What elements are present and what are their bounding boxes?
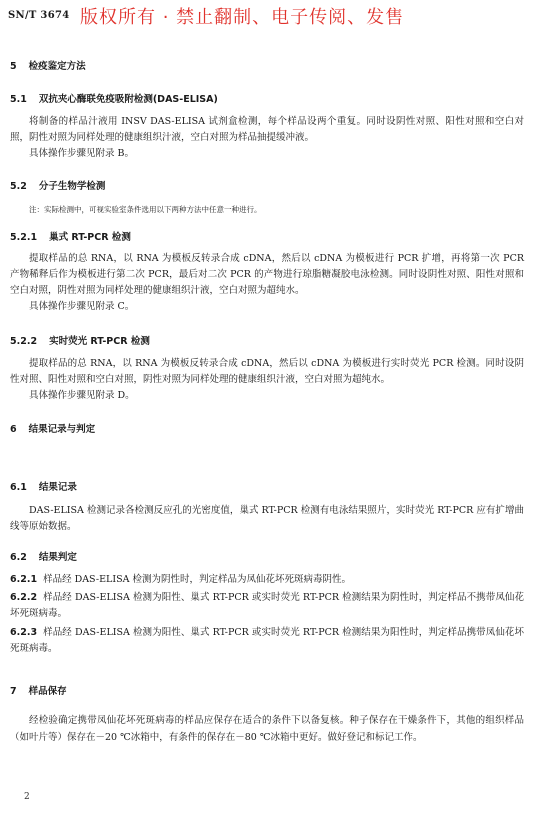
- section-title: 结果记录与判定: [28, 424, 96, 435]
- section-title: 检疫鉴定方法: [28, 61, 86, 72]
- section-5-2-heading: [10, 178, 105, 192]
- section-6-heading: [10, 421, 95, 435]
- section-number: 5.2: [10, 181, 27, 192]
- copyright-watermark: 版权所有 · 禁止翻制、电子传阅、发售: [80, 7, 405, 28]
- paragraph: 具体操作步骤见附录 C。: [29, 301, 135, 312]
- section-number: 6: [10, 424, 17, 435]
- section-number: 7: [10, 686, 17, 697]
- section-number: 5: [10, 61, 17, 72]
- paragraph: 具体操作步骤见附录 D。: [29, 390, 135, 401]
- paragraph: 提取样品的总 RNA，以 RNA 为模板反转录合成 cDNA，然后以 cDNA 为模板进行实时荧光 PCR 检测。同时设阴性对照、阳性对照和空白对照，阴性对照为同样处理的健康组织汁液，空白对照为超纯水。: [10, 358, 524, 385]
- page-number: 2: [24, 792, 30, 802]
- paragraph: 将制备的样品汁液用 INSV DAS-ELISA 试剂盒检测，每个样品设两个重复。同时设阴性对照、阳性对照和空白对照，阴性对照为同样处理的健康组织汁液，空白对照为样品抽提缓冲液。: [10, 116, 524, 143]
- section-title: 结果记录: [38, 482, 77, 493]
- section-title: 双抗夹心酶联免疫吸附检测(DAS-ELISA): [38, 94, 218, 105]
- item-number: 6.2.1: [10, 574, 38, 585]
- paragraph: 具体操作步骤见附录 B。: [29, 148, 135, 159]
- paragraph: 经检验确定携带凤仙花坏死斑病毒的样品应保存在适合的条件下以备复核。种子保存在干燥条件下，其他的组织样品（如叶片等）保存在－20 ℃冰箱中，有条件的保存在－80 ℃冰箱中更好。做好登记和标记工作。: [10, 715, 524, 743]
- section-7-body: [10, 712, 524, 746]
- result-item: [10, 590, 524, 622]
- paragraph: DAS-ELISA 检测记录各检测反应孔的光密度值，巢式 RT-PCR 检测有电泳结果照片，实时荧光 RT-PCR 应有扩增曲线等原始数据。: [10, 505, 524, 532]
- result-item: [10, 625, 524, 657]
- section-5-1-body: [10, 114, 524, 162]
- item-text: 样品经 DAS-ELISA 检测为阳性、巢式 RT-PCR 或实时荧光 RT-PCR 检测结果为阳性时，判定样品携带凤仙花坏死斑病毒。: [10, 627, 524, 654]
- item-text: 样品经 DAS-ELISA 检测为阴性时，判定样品为凤仙花坏死斑病毒阴性。: [43, 574, 352, 585]
- section-title: 分子生物学检测: [38, 181, 106, 192]
- section-number: 5.2.1: [10, 232, 38, 243]
- section-6-2-heading: [10, 549, 77, 563]
- result-item: [10, 572, 524, 588]
- section-7-heading: [10, 683, 67, 697]
- section-5-heading: [10, 58, 86, 72]
- section-5-2-2-body: [10, 356, 524, 404]
- item-number: 6.2.2: [10, 592, 38, 603]
- section-number: 6.2: [10, 552, 27, 563]
- section-number: 6.1: [10, 482, 27, 493]
- section-title: 实时荧光 RT-PCR 检测: [49, 336, 150, 347]
- section-6-1-body: [10, 503, 524, 535]
- section-number: 5.1: [10, 94, 27, 105]
- section-6-1-heading: [10, 479, 77, 493]
- section-5-2-1-body: [10, 251, 524, 315]
- section-5-1-heading: [10, 91, 218, 105]
- item-number: 6.2.3: [10, 627, 38, 638]
- section-title: 样品保存: [28, 686, 67, 697]
- section-5-2-1-heading: [10, 229, 131, 243]
- section-title: 结果判定: [38, 552, 77, 563]
- note-text: 注：实际检测中，可视实验室条件选用以下两种方法中任意一种进行。: [29, 205, 262, 214]
- standard-code: SN/T 3674: [8, 10, 70, 21]
- item-text: 样品经 DAS-ELISA 检测为阳性、巢式 RT-PCR 或实时荧光 RT-PCR 检测结果为阴性时，判定样品不携带凤仙花坏死斑病毒。: [10, 592, 524, 619]
- paragraph: 提取样品的总 RNA，以 RNA 为模板反转录合成 cDNA，然后以 cDNA 为模板进行 PCR 扩增，再将第一次 PCR 产物稀释后作为模板进行第二次 PCR，最后对二次 PCR 的产物进行琼脂糖凝胶电泳检测。同时设阴性对照、阳性对照和空白对照，阴性对照为同样处理的健康组织汁液，空白对照为超纯水。: [10, 253, 524, 296]
- section-title: 巢式 RT-PCR 检测: [49, 232, 131, 243]
- section-5-2-2-heading: [10, 333, 150, 347]
- section-number: 5.2.2: [10, 336, 38, 347]
